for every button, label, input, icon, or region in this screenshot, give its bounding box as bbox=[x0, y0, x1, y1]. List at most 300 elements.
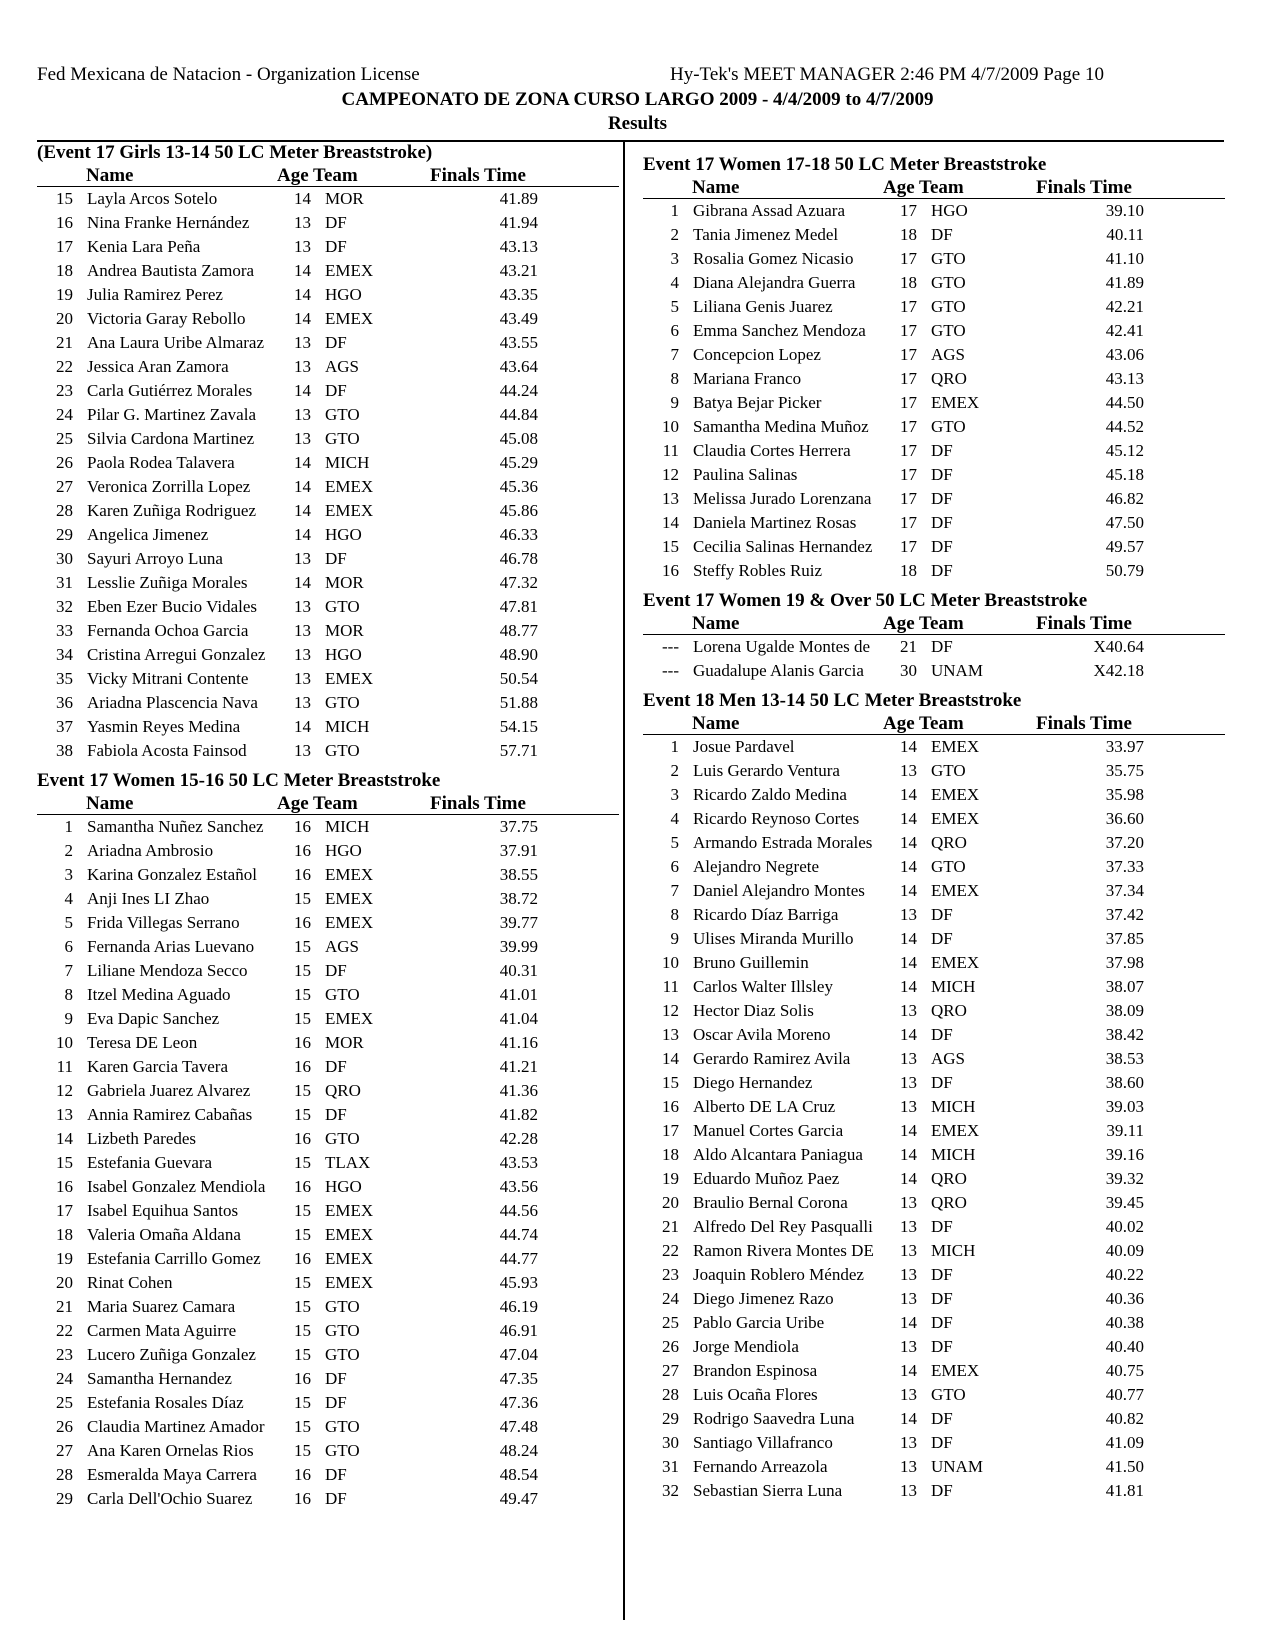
place: 4 bbox=[64, 889, 73, 908]
swimmer-name: Karen Garcia Tavera bbox=[87, 1057, 229, 1076]
finals-time: 47.50 bbox=[1105, 513, 1144, 532]
finals-time-header: Finals Time bbox=[430, 793, 526, 814]
result-row bbox=[37, 475, 619, 499]
place: 7 bbox=[670, 881, 679, 900]
place: 6 bbox=[670, 857, 679, 876]
place: 28 bbox=[56, 1465, 73, 1484]
age: 17 bbox=[900, 537, 917, 556]
team: EMEX bbox=[325, 1009, 374, 1028]
team: QRO bbox=[931, 1001, 967, 1020]
team: MOR bbox=[325, 621, 364, 640]
age: 14 bbox=[900, 1313, 917, 1332]
result-row bbox=[37, 619, 619, 643]
age: 16 bbox=[294, 841, 311, 860]
swimmer-name: Kenia Lara Peña bbox=[87, 237, 201, 256]
finals-time: 50.54 bbox=[499, 669, 538, 688]
result-row bbox=[643, 343, 1225, 367]
place: 16 bbox=[662, 1097, 679, 1116]
age: 15 bbox=[294, 985, 311, 1004]
age: 18 bbox=[900, 273, 917, 292]
result-row bbox=[37, 887, 619, 911]
age: 14 bbox=[900, 1145, 917, 1164]
age: 17 bbox=[900, 489, 917, 508]
swimmer-name: Diego Hernandez bbox=[693, 1073, 813, 1092]
team: GTO bbox=[325, 741, 360, 760]
team: EMEX bbox=[931, 1121, 980, 1140]
team: MICH bbox=[931, 1097, 976, 1116]
place: 18 bbox=[56, 261, 73, 280]
place: 30 bbox=[56, 549, 73, 568]
result-row bbox=[37, 959, 619, 983]
age: 14 bbox=[900, 809, 917, 828]
finals-time: 37.98 bbox=[1105, 953, 1144, 972]
swimmer-name: Carmen Mata Aguirre bbox=[87, 1321, 237, 1340]
age: 14 bbox=[294, 477, 311, 496]
finals-time: 41.21 bbox=[499, 1057, 538, 1076]
swimmer-name: Victoria Garay Rebollo bbox=[87, 309, 246, 328]
finals-time-header: Finals Time bbox=[430, 165, 526, 186]
team: MICH bbox=[931, 977, 976, 996]
result-row bbox=[37, 1007, 619, 1031]
finals-time: 41.36 bbox=[499, 1081, 538, 1100]
age: 13 bbox=[294, 741, 311, 760]
team: HGO bbox=[325, 841, 362, 860]
finals-time: 41.82 bbox=[499, 1105, 538, 1124]
team: DF bbox=[931, 1025, 953, 1044]
age: 16 bbox=[294, 1033, 311, 1052]
finals-time: 42.21 bbox=[1105, 297, 1144, 316]
name-header: Name bbox=[86, 793, 134, 814]
finals-time: 41.89 bbox=[499, 189, 538, 208]
result-row bbox=[37, 571, 619, 595]
team: QRO bbox=[931, 833, 967, 852]
finals-time: 40.75 bbox=[1105, 1361, 1144, 1380]
finals-time: 39.77 bbox=[499, 913, 538, 932]
place: 4 bbox=[670, 273, 679, 292]
finals-time-header: Finals Time bbox=[1036, 177, 1132, 198]
result-row bbox=[37, 1127, 619, 1151]
team: EMEX bbox=[325, 501, 374, 520]
finals-time: 49.57 bbox=[1105, 537, 1144, 556]
meet-title: CAMPEONATO DE ZONA CURSO LARGO 2009 - 4/4/2009 to 4/7/2009 bbox=[341, 89, 934, 110]
team: DF bbox=[931, 1481, 953, 1500]
swimmer-name: Ricardo Reynoso Cortes bbox=[693, 809, 860, 828]
finals-time: 37.20 bbox=[1105, 833, 1144, 852]
swimmer-name: Fernanda Arias Luevano bbox=[87, 937, 255, 956]
finals-time: 38.72 bbox=[499, 889, 538, 908]
team: GTO bbox=[325, 1345, 360, 1364]
age: 16 bbox=[294, 1369, 311, 1388]
swimmer-name: Alejandro Negrete bbox=[693, 857, 820, 876]
swimmer-name: Eben Ezer Bucio Vidales bbox=[87, 597, 258, 616]
finals-time: 37.42 bbox=[1105, 905, 1144, 924]
swimmer-name: Liliane Mendoza Secco bbox=[87, 961, 248, 980]
result-row bbox=[643, 1287, 1225, 1311]
result-row bbox=[643, 199, 1225, 223]
swimmer-name: Fernanda Ochoa Garcia bbox=[87, 621, 249, 640]
place: 21 bbox=[56, 333, 73, 352]
age: 15 bbox=[294, 961, 311, 980]
team: DF bbox=[325, 549, 347, 568]
result-row bbox=[37, 911, 619, 935]
team: DF bbox=[931, 1217, 953, 1236]
result-row bbox=[643, 807, 1225, 831]
column-header bbox=[643, 713, 1225, 735]
event-block bbox=[37, 769, 619, 1511]
team: MOR bbox=[325, 573, 364, 592]
finals-time: 39.03 bbox=[1105, 1097, 1144, 1116]
place: 29 bbox=[662, 1409, 679, 1428]
place: 21 bbox=[662, 1217, 679, 1236]
team: UNAM bbox=[931, 1457, 983, 1476]
place: 3 bbox=[670, 249, 679, 268]
swimmer-name: Steffy Robles Ruiz bbox=[693, 561, 823, 580]
result-row bbox=[643, 1023, 1225, 1047]
place: 14 bbox=[662, 1049, 679, 1068]
team: EMEX bbox=[931, 785, 980, 804]
event-title: Event 17 Women 19 & Over 50 LC Meter Breaststroke bbox=[643, 590, 1088, 611]
age: 13 bbox=[294, 405, 311, 424]
finals-time: X40.64 bbox=[1093, 637, 1144, 656]
result-row bbox=[643, 511, 1225, 535]
finals-time: 45.93 bbox=[499, 1273, 538, 1292]
result-row bbox=[37, 211, 619, 235]
swimmer-name: Julia Ramirez Perez bbox=[87, 285, 223, 304]
finals-time: 37.33 bbox=[1105, 857, 1144, 876]
result-row bbox=[37, 863, 619, 887]
swimmer-name: Ricardo Zaldo Medina bbox=[693, 785, 847, 804]
result-row bbox=[37, 1055, 619, 1079]
swimmer-name: Estefania Guevara bbox=[87, 1153, 213, 1172]
team: MOR bbox=[325, 1033, 364, 1052]
place: 25 bbox=[662, 1313, 679, 1332]
swimmer-name: Lorena Ugalde Montes de bbox=[693, 637, 871, 656]
place: 1 bbox=[670, 737, 679, 756]
age: 13 bbox=[900, 1265, 917, 1284]
swimmer-name: Daniela Martinez Rosas bbox=[693, 513, 857, 532]
result-row bbox=[643, 1263, 1225, 1287]
place: 23 bbox=[56, 381, 73, 400]
result-row bbox=[37, 283, 619, 307]
age: 13 bbox=[900, 1337, 917, 1356]
place: 20 bbox=[662, 1193, 679, 1212]
result-row bbox=[643, 1455, 1225, 1479]
result-row bbox=[37, 667, 619, 691]
team: GTO bbox=[325, 429, 360, 448]
finals-time: 48.90 bbox=[499, 645, 538, 664]
right-column bbox=[643, 153, 1225, 1509]
team: MICH bbox=[931, 1145, 976, 1164]
place: 5 bbox=[64, 913, 73, 932]
place: 25 bbox=[56, 429, 73, 448]
result-row bbox=[643, 1359, 1225, 1383]
place: 19 bbox=[662, 1169, 679, 1188]
name-header: Name bbox=[692, 613, 740, 634]
result-row bbox=[37, 1175, 619, 1199]
result-row bbox=[37, 1295, 619, 1319]
swimmer-name: Aldo Alcantara Paniagua bbox=[693, 1145, 863, 1164]
finals-time: 33.97 bbox=[1105, 737, 1144, 756]
finals-time: 46.82 bbox=[1105, 489, 1144, 508]
team: HGO bbox=[325, 645, 362, 664]
age: 30 bbox=[900, 661, 917, 680]
finals-time: 40.40 bbox=[1105, 1337, 1144, 1356]
result-row bbox=[37, 1079, 619, 1103]
finals-time: X42.18 bbox=[1093, 661, 1144, 680]
team: AGS bbox=[325, 937, 360, 956]
place: 7 bbox=[64, 961, 73, 980]
place: 8 bbox=[670, 369, 679, 388]
place: 7 bbox=[670, 345, 679, 364]
finals-time: 43.21 bbox=[499, 261, 538, 280]
team: GTO bbox=[931, 297, 966, 316]
swimmer-name: Manuel Cortes Garcia bbox=[693, 1121, 844, 1140]
place: 21 bbox=[56, 1297, 73, 1316]
age: 17 bbox=[900, 297, 917, 316]
finals-time: 43.53 bbox=[499, 1153, 538, 1172]
results-label: Results bbox=[607, 113, 668, 134]
age: 17 bbox=[900, 417, 917, 436]
swimmer-name: Yasmin Reyes Medina bbox=[87, 717, 241, 736]
age: 17 bbox=[900, 249, 917, 268]
place: 3 bbox=[670, 785, 679, 804]
place: 13 bbox=[56, 1105, 73, 1124]
result-row bbox=[37, 547, 619, 571]
swimmer-name: Hector Diaz Solis bbox=[693, 1001, 814, 1020]
result-row bbox=[643, 1239, 1225, 1263]
result-row bbox=[643, 1383, 1225, 1407]
left-column bbox=[37, 141, 619, 1517]
finals-time: 44.24 bbox=[499, 381, 538, 400]
finals-time: 47.36 bbox=[499, 1393, 538, 1412]
place: 13 bbox=[662, 489, 679, 508]
place: 31 bbox=[662, 1457, 679, 1476]
result-row bbox=[643, 1479, 1225, 1503]
age: 15 bbox=[294, 1273, 311, 1292]
result-row bbox=[37, 715, 619, 739]
place: 28 bbox=[662, 1385, 679, 1404]
result-row bbox=[37, 815, 619, 839]
swimmer-name: Batya Bejar Picker bbox=[693, 393, 822, 412]
age: 13 bbox=[900, 1481, 917, 1500]
event-title: Event 18 Men 13-14 50 LC Meter Breaststroke bbox=[643, 690, 1022, 711]
result-row bbox=[643, 559, 1225, 583]
team: DF bbox=[931, 489, 953, 508]
team: DF bbox=[931, 1289, 953, 1308]
result-row bbox=[37, 403, 619, 427]
finals-time: 39.16 bbox=[1105, 1145, 1144, 1164]
place: 28 bbox=[56, 501, 73, 520]
result-row bbox=[643, 1407, 1225, 1431]
place: 31 bbox=[56, 573, 73, 592]
result-row bbox=[643, 635, 1225, 659]
finals-time: 41.94 bbox=[499, 213, 538, 232]
result-row bbox=[37, 935, 619, 959]
age: 21 bbox=[900, 637, 917, 656]
result-row bbox=[643, 855, 1225, 879]
team: DF bbox=[325, 381, 347, 400]
team: DF bbox=[931, 1073, 953, 1092]
place: 23 bbox=[662, 1265, 679, 1284]
result-row bbox=[643, 951, 1225, 975]
place: 20 bbox=[56, 1273, 73, 1292]
age: 17 bbox=[900, 393, 917, 412]
header-software-info: Hy-Tek's MEET MANAGER 2:46 PM 4/7/2009 Page 10 bbox=[670, 64, 1104, 85]
team: QRO bbox=[931, 369, 967, 388]
finals-time: 38.09 bbox=[1105, 1001, 1144, 1020]
age: 13 bbox=[294, 333, 311, 352]
finals-time: 57.71 bbox=[499, 741, 538, 760]
age: 13 bbox=[294, 621, 311, 640]
finals-time: 48.54 bbox=[499, 1465, 538, 1484]
result-row bbox=[643, 975, 1225, 999]
finals-time: 43.55 bbox=[499, 333, 538, 352]
team: MOR bbox=[325, 189, 364, 208]
result-row bbox=[643, 1047, 1225, 1071]
age: 15 bbox=[294, 1297, 311, 1316]
swimmer-name: Anji Ines LI Zhao bbox=[87, 889, 210, 908]
age: 14 bbox=[294, 189, 311, 208]
swimmer-name: Gibrana Assad Azuara bbox=[693, 201, 846, 220]
team: EMEX bbox=[931, 393, 980, 412]
result-row bbox=[643, 535, 1225, 559]
age: 13 bbox=[900, 1001, 917, 1020]
finals-time: 50.79 bbox=[1105, 561, 1144, 580]
swimmer-name: Luis Ocaña Flores bbox=[693, 1385, 818, 1404]
place: 10 bbox=[56, 1033, 73, 1052]
column-divider bbox=[623, 142, 625, 1620]
place: 12 bbox=[662, 465, 679, 484]
place: 27 bbox=[662, 1361, 679, 1380]
swimmer-name: Brandon Espinosa bbox=[693, 1361, 818, 1380]
swimmer-name: Cristina Arregui Gonzalez bbox=[87, 645, 266, 664]
place: 14 bbox=[56, 1129, 73, 1148]
swimmer-name: Ana Karen Ornelas Rios bbox=[87, 1441, 254, 1460]
age: 14 bbox=[900, 857, 917, 876]
result-row bbox=[643, 271, 1225, 295]
name-header: Name bbox=[692, 713, 740, 734]
swimmer-name: Lizbeth Paredes bbox=[87, 1129, 197, 1148]
place: 9 bbox=[670, 929, 679, 948]
swimmer-name: Maria Suarez Camara bbox=[87, 1297, 236, 1316]
team: GTO bbox=[325, 597, 360, 616]
finals-time: 45.08 bbox=[499, 429, 538, 448]
swimmer-name: Mariana Franco bbox=[693, 369, 802, 388]
result-row bbox=[643, 223, 1225, 247]
age: 17 bbox=[900, 345, 917, 364]
age: 15 bbox=[294, 1105, 311, 1124]
result-row bbox=[643, 659, 1225, 683]
result-row bbox=[37, 523, 619, 547]
finals-time: 45.29 bbox=[499, 453, 538, 472]
result-row bbox=[643, 1167, 1225, 1191]
swimmer-name: Jorge Mendiola bbox=[693, 1337, 799, 1356]
age: 14 bbox=[900, 1361, 917, 1380]
place: 2 bbox=[670, 225, 679, 244]
result-row bbox=[37, 1223, 619, 1247]
place: 12 bbox=[662, 1001, 679, 1020]
age: 15 bbox=[294, 1345, 311, 1364]
result-row bbox=[37, 1247, 619, 1271]
finals-time: 41.16 bbox=[499, 1033, 538, 1052]
place: 8 bbox=[670, 905, 679, 924]
result-row bbox=[37, 355, 619, 379]
age: 14 bbox=[900, 1121, 917, 1140]
finals-time: 40.38 bbox=[1105, 1313, 1144, 1332]
result-row bbox=[37, 1343, 619, 1367]
age: 15 bbox=[294, 1225, 311, 1244]
team: DF bbox=[931, 465, 953, 484]
finals-time: 40.82 bbox=[1105, 1409, 1144, 1428]
swimmer-name: Teresa DE Leon bbox=[87, 1033, 198, 1052]
swimmer-name: Samantha Medina Muñoz bbox=[693, 417, 869, 436]
swimmer-name: Tania Jimenez Medel bbox=[693, 225, 839, 244]
age: 13 bbox=[294, 669, 311, 688]
place: 11 bbox=[662, 977, 679, 996]
result-row bbox=[643, 1191, 1225, 1215]
place: 24 bbox=[56, 1369, 73, 1388]
age: 13 bbox=[900, 1289, 917, 1308]
team: GTO bbox=[325, 1417, 360, 1436]
team: DF bbox=[931, 537, 953, 556]
finals-time: 41.01 bbox=[499, 985, 538, 1004]
finals-time: 44.77 bbox=[499, 1249, 538, 1268]
finals-time: 47.32 bbox=[499, 573, 538, 592]
finals-time: 46.91 bbox=[499, 1321, 538, 1340]
place: 25 bbox=[56, 1393, 73, 1412]
age: 14 bbox=[900, 881, 917, 900]
result-row bbox=[643, 439, 1225, 463]
place: 12 bbox=[56, 1081, 73, 1100]
age-team-header: Age Team bbox=[883, 713, 964, 734]
age: 16 bbox=[294, 1177, 311, 1196]
team: DF bbox=[325, 1105, 347, 1124]
age: 13 bbox=[900, 1097, 917, 1116]
result-row bbox=[643, 463, 1225, 487]
swimmer-name: Samantha Hernandez bbox=[87, 1369, 232, 1388]
swimmer-name: Angelica Jimenez bbox=[87, 525, 209, 544]
place: 20 bbox=[56, 309, 73, 328]
result-row bbox=[643, 1071, 1225, 1095]
place: 18 bbox=[662, 1145, 679, 1164]
finals-time: 40.22 bbox=[1105, 1265, 1144, 1284]
team: EMEX bbox=[325, 1201, 374, 1220]
team: EMEX bbox=[325, 889, 374, 908]
finals-time: 39.11 bbox=[1106, 1121, 1144, 1140]
finals-time: 44.52 bbox=[1105, 417, 1144, 436]
result-row bbox=[37, 691, 619, 715]
result-row bbox=[37, 379, 619, 403]
finals-time: 54.15 bbox=[499, 717, 538, 736]
team: EMEX bbox=[325, 1249, 374, 1268]
finals-time: 43.13 bbox=[1105, 369, 1144, 388]
age: 14 bbox=[900, 737, 917, 756]
place: 16 bbox=[56, 213, 73, 232]
swimmer-name: Guadalupe Alanis Garcia bbox=[693, 661, 864, 680]
team: GTO bbox=[325, 1297, 360, 1316]
result-row bbox=[643, 391, 1225, 415]
finals-time-header: Finals Time bbox=[1036, 613, 1132, 634]
result-row bbox=[37, 259, 619, 283]
age: 15 bbox=[294, 1153, 311, 1172]
swimmer-name: Isabel Gonzalez Mendiola bbox=[87, 1177, 266, 1196]
finals-time: 39.99 bbox=[499, 937, 538, 956]
finals-time: 41.10 bbox=[1105, 249, 1144, 268]
swimmer-name: Lucero Zuñiga Gonzalez bbox=[87, 1345, 256, 1364]
age: 14 bbox=[900, 833, 917, 852]
team: EMEX bbox=[325, 865, 374, 884]
team: EMEX bbox=[325, 1225, 374, 1244]
